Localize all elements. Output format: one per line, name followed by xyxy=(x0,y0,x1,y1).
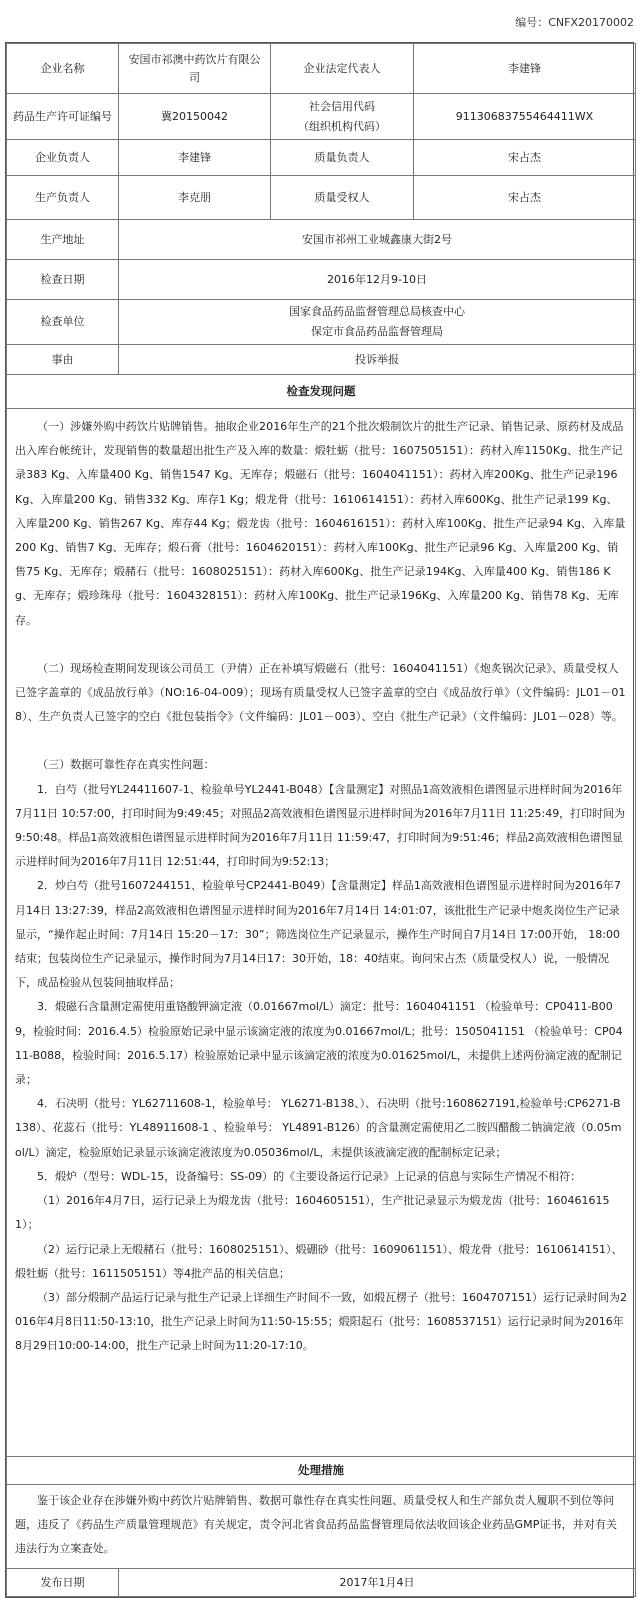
production-head-value: 李克朋 xyxy=(119,176,271,220)
license-value: 冀20150042 xyxy=(119,94,271,140)
license-label: 药品生产许可证编号 xyxy=(7,94,119,140)
reason-label: 事由 xyxy=(7,345,119,375)
row-inspector xyxy=(7,300,636,345)
inspector-value xyxy=(119,300,636,345)
qp-value: 宋占杰 xyxy=(414,176,636,220)
finding-paragraph-2: （二）现场检查期间发现该公司员工（尹倩）正在补填写煅磁石（批号：1604041151）《炮炙锅次记录》、质量受权人已签字盖章的《成品放行单》（NO:16-04-009）；现场有质量受权人已签字盖章的空白《成品放行单》（文件编码：JL01－018）、生产负责人已签字的空白《批包装指令》（文件编码：JL01－003）、空白《批生产记录》（文件编码：JL01－028）等。 xyxy=(15,661,626,724)
credit-label-line-1: 社会信用代码 xyxy=(309,99,375,113)
document-number: 编号：CNFX20170002 xyxy=(515,16,634,29)
row-owner xyxy=(7,140,636,176)
measures-body xyxy=(7,1485,636,1569)
credit-label-line-2: （组织机构代码） xyxy=(298,119,386,133)
measures-text: 鉴于该企业存在涉嫌外购中药饮片贴牌销售、数据可靠性存在真实性问题、质量受权人和生产部负责人履职不到位等问题，违反了《药品生产质量管理规范》有关规定，责令河北省食品药品监督管理局依法收回该企业药品GMP证书，并对有关违法行为立案查处。 xyxy=(15,1494,618,1556)
row-address xyxy=(7,220,636,260)
address-value: 安国市祁州工业城鑫康大街2号 xyxy=(119,220,636,260)
publish-date-label: 发布日期 xyxy=(7,1568,119,1596)
row-reason xyxy=(7,345,636,375)
finding-item-5: 5．煅炉（型号：WDL-15，设备编号：SS-09）的《主要设备运行记录》上记录的信息与实际生产情况不相符： xyxy=(37,1169,582,1183)
finding-item-5-sub-2: （2）运行记录上无煅赭石（批号：1608025151）、煅硼砂（批号：1609061151）、煅龙骨（批号：1610614151）、煅牡蛎（批号：1611505151）等4批产品的相关信息； xyxy=(15,1242,623,1280)
inspection-date-value: 2016年12月9-10日 xyxy=(119,260,636,300)
inspector-label: 检查单位 xyxy=(7,300,119,345)
credit-value: 91130683755464411WX xyxy=(414,94,636,140)
row-production-head xyxy=(7,176,636,220)
company-value: 安国市祁澳中药饮片有限公司 xyxy=(119,44,271,94)
row-measures-body xyxy=(7,1485,636,1569)
finding-item-2: 2．炒白芍（批号1607244151、检验单号CP2441-B049）【含量测定】样品1高效液相色谱图显示进样时间为2016年7月14日 13:27:39，样品2高效液相色谱图显示进样时间为2016年7月14日 14:01:07，该批批生产记录中炮炙岗位生产记录显示，“操作起止时间：7月14日 15:20－17：30”；筛选岗位生产记录显示，操作生产时间自7月14日 17:00开始， 18:00结束；包装岗位生产记录显示，操作时间为7月14日17：30开始，18：40结束。询问宋占杰（质量受权人）说，一般情况下，成品检验从包装间抽取样品； xyxy=(15,879,621,990)
row-company xyxy=(7,44,636,94)
credit-label xyxy=(271,94,414,140)
finding-paragraph-1: （一）涉嫌外购中药饮片贴牌销售。抽取企业2016年生产的21个批次煅制饮片的批生产记录、销售记录、原药材及成品出入库台帐统计，发现销售的数量超出批生产及入库的数量：煅牡蛎（批号：1607505151）：药材入库1150Kg、批生产记录383 Kg、入库量400 Kg、销售1547 Kg、无库存；煅磁石（批号：1604041151）：药材入库200Kg、批生产记录196 Kg、入库量200 Kg、销售332 Kg、库存1 Kg；煅龙骨（批号：1610614151）：药材入库600Kg、批生产记录199 Kg、入库量200 Kg、销售267 Kg、库存44 Kg；煅龙齿（批号：1604616151）：药材入库100Kg、批生产记录94 Kg、入库量200 Kg、销售7 Kg、无库存；煅石膏（批号：1604620151）：药材入库100Kg、批生产记录96 Kg、入库量200 Kg、销售75 Kg、无库存；煅赭石（批号：1608025151）：药材入库600Kg、批生产记录194Kg、入库量400 Kg、销售186 Kg、无库存；煅珍珠母（批号：1604328151）：药材入库100Kg、批生产记录196Kg、入库量200 Kg、销售78 Kg、无库存。 xyxy=(15,420,626,627)
finding-item-4: 4．石决明（批号：YL62711608-1，检验单号： YL6271-B138、）、石决明（批号:1608627191,检验单号:CP6271-B138）、花蕊石（批号：YL48911608-1 、检验单号： YL4891-B126）的含量测定需使用乙二胺四醋酸二钠滴定液（0.05mol/L）滴定，检验原始记录显示该滴定液浓度为0.05036mol/L，未提供该液滴定液的配制标定记录； xyxy=(15,1097,622,1159)
row-findings-body xyxy=(7,409,636,1457)
legal-rep-label: 企业法定代表人 xyxy=(271,44,414,94)
quality-head-value: 宋占杰 xyxy=(414,140,636,176)
row-findings-title xyxy=(7,375,636,409)
qp-label: 质量受权人 xyxy=(271,176,414,220)
quality-head-label: 质量负责人 xyxy=(271,140,414,176)
row-license xyxy=(7,94,636,140)
inspector-value-line-1: 国家食品药品监督管理总局核查中心 xyxy=(289,305,465,318)
legal-rep-value: 李建锋 xyxy=(414,44,636,94)
address-label: 生产地址 xyxy=(7,220,119,260)
publish-date-value: 2017年1月4日 xyxy=(119,1568,636,1596)
company-label: 企业名称 xyxy=(7,44,119,94)
owner-value: 李建锋 xyxy=(119,140,271,176)
finding-item-5-sub-3: （3）部分煅制产品运行记录与批生产记录上详细生产时间不一致，如煅瓦楞子（批号：1604707151）运行记录时间为2016年4月8日11:50-13:10，批生产记录上时间为11:50-15:55；煅阳起石（批号：1608537151）运行记录时间为2016年8月29日10:00-14:00，批生产记录上时间为11:20-17:10。 xyxy=(15,1290,627,1353)
row-inspection-date xyxy=(7,260,636,300)
inspection-report-table xyxy=(5,42,634,1598)
findings-body xyxy=(7,409,636,1457)
inspection-date-label: 检查日期 xyxy=(7,260,119,300)
row-measures-title xyxy=(7,1457,636,1485)
owner-label: 企业负责人 xyxy=(7,140,119,176)
reason-value: 投诉举报 xyxy=(119,345,636,375)
production-head-label: 生产负责人 xyxy=(7,176,119,220)
finding-item-5-sub-1: （1）2016年4月7日，运行记录上为煅龙齿（批号：1604605151），生产批记录显示为煅龙齿（批号：1604616151）； xyxy=(15,1194,610,1232)
finding-item-3: 3．煅磁石含量测定需使用重铬酸钾滴定液（0.01667mol/L）滴定：批号：1604041151 （检验单号：CP0411-B009，检验时间：2016.4.5）检验原始记录中显示该滴定液的浓度为0.01667mol/L；批号：1505041151 （检验单号：CP0411-B088，检验时间：2016.5.17）检验原始记录中显示该滴定液的浓度为0.01625mol/L，未提供上述两份滴定液的配制记录； xyxy=(15,1000,623,1087)
inspector-value-line-2: 保定市食品药品监督管理局 xyxy=(311,325,443,338)
finding-paragraph-3-heading: （三）数据可靠性存在真实性问题： xyxy=(37,758,215,772)
row-publish-date xyxy=(7,1568,636,1596)
finding-item-1: 1．白芍（批号YL24411607-1、检验单号YL2441-B048）【含量测定】对照品1高效液相色谱图显示进样时间为2016年7月11日 10:57:00，打印时间为9:49:45；对照品2高效液相色谱图显示进样时间为2016年7月11日 11:25:49，打印时间为9:50:48。样品1高效液相色谱图显示进样时间为2016年7月11日 11:59:47，打印时间为9:51:46；样品2高效液相色谱图显示进样时间为2016年7月11日 12:51:44，打印时间为9:52:13； xyxy=(15,782,626,869)
findings-title: 检查发现问题 xyxy=(7,375,636,409)
measures-title: 处理措施 xyxy=(7,1457,636,1485)
